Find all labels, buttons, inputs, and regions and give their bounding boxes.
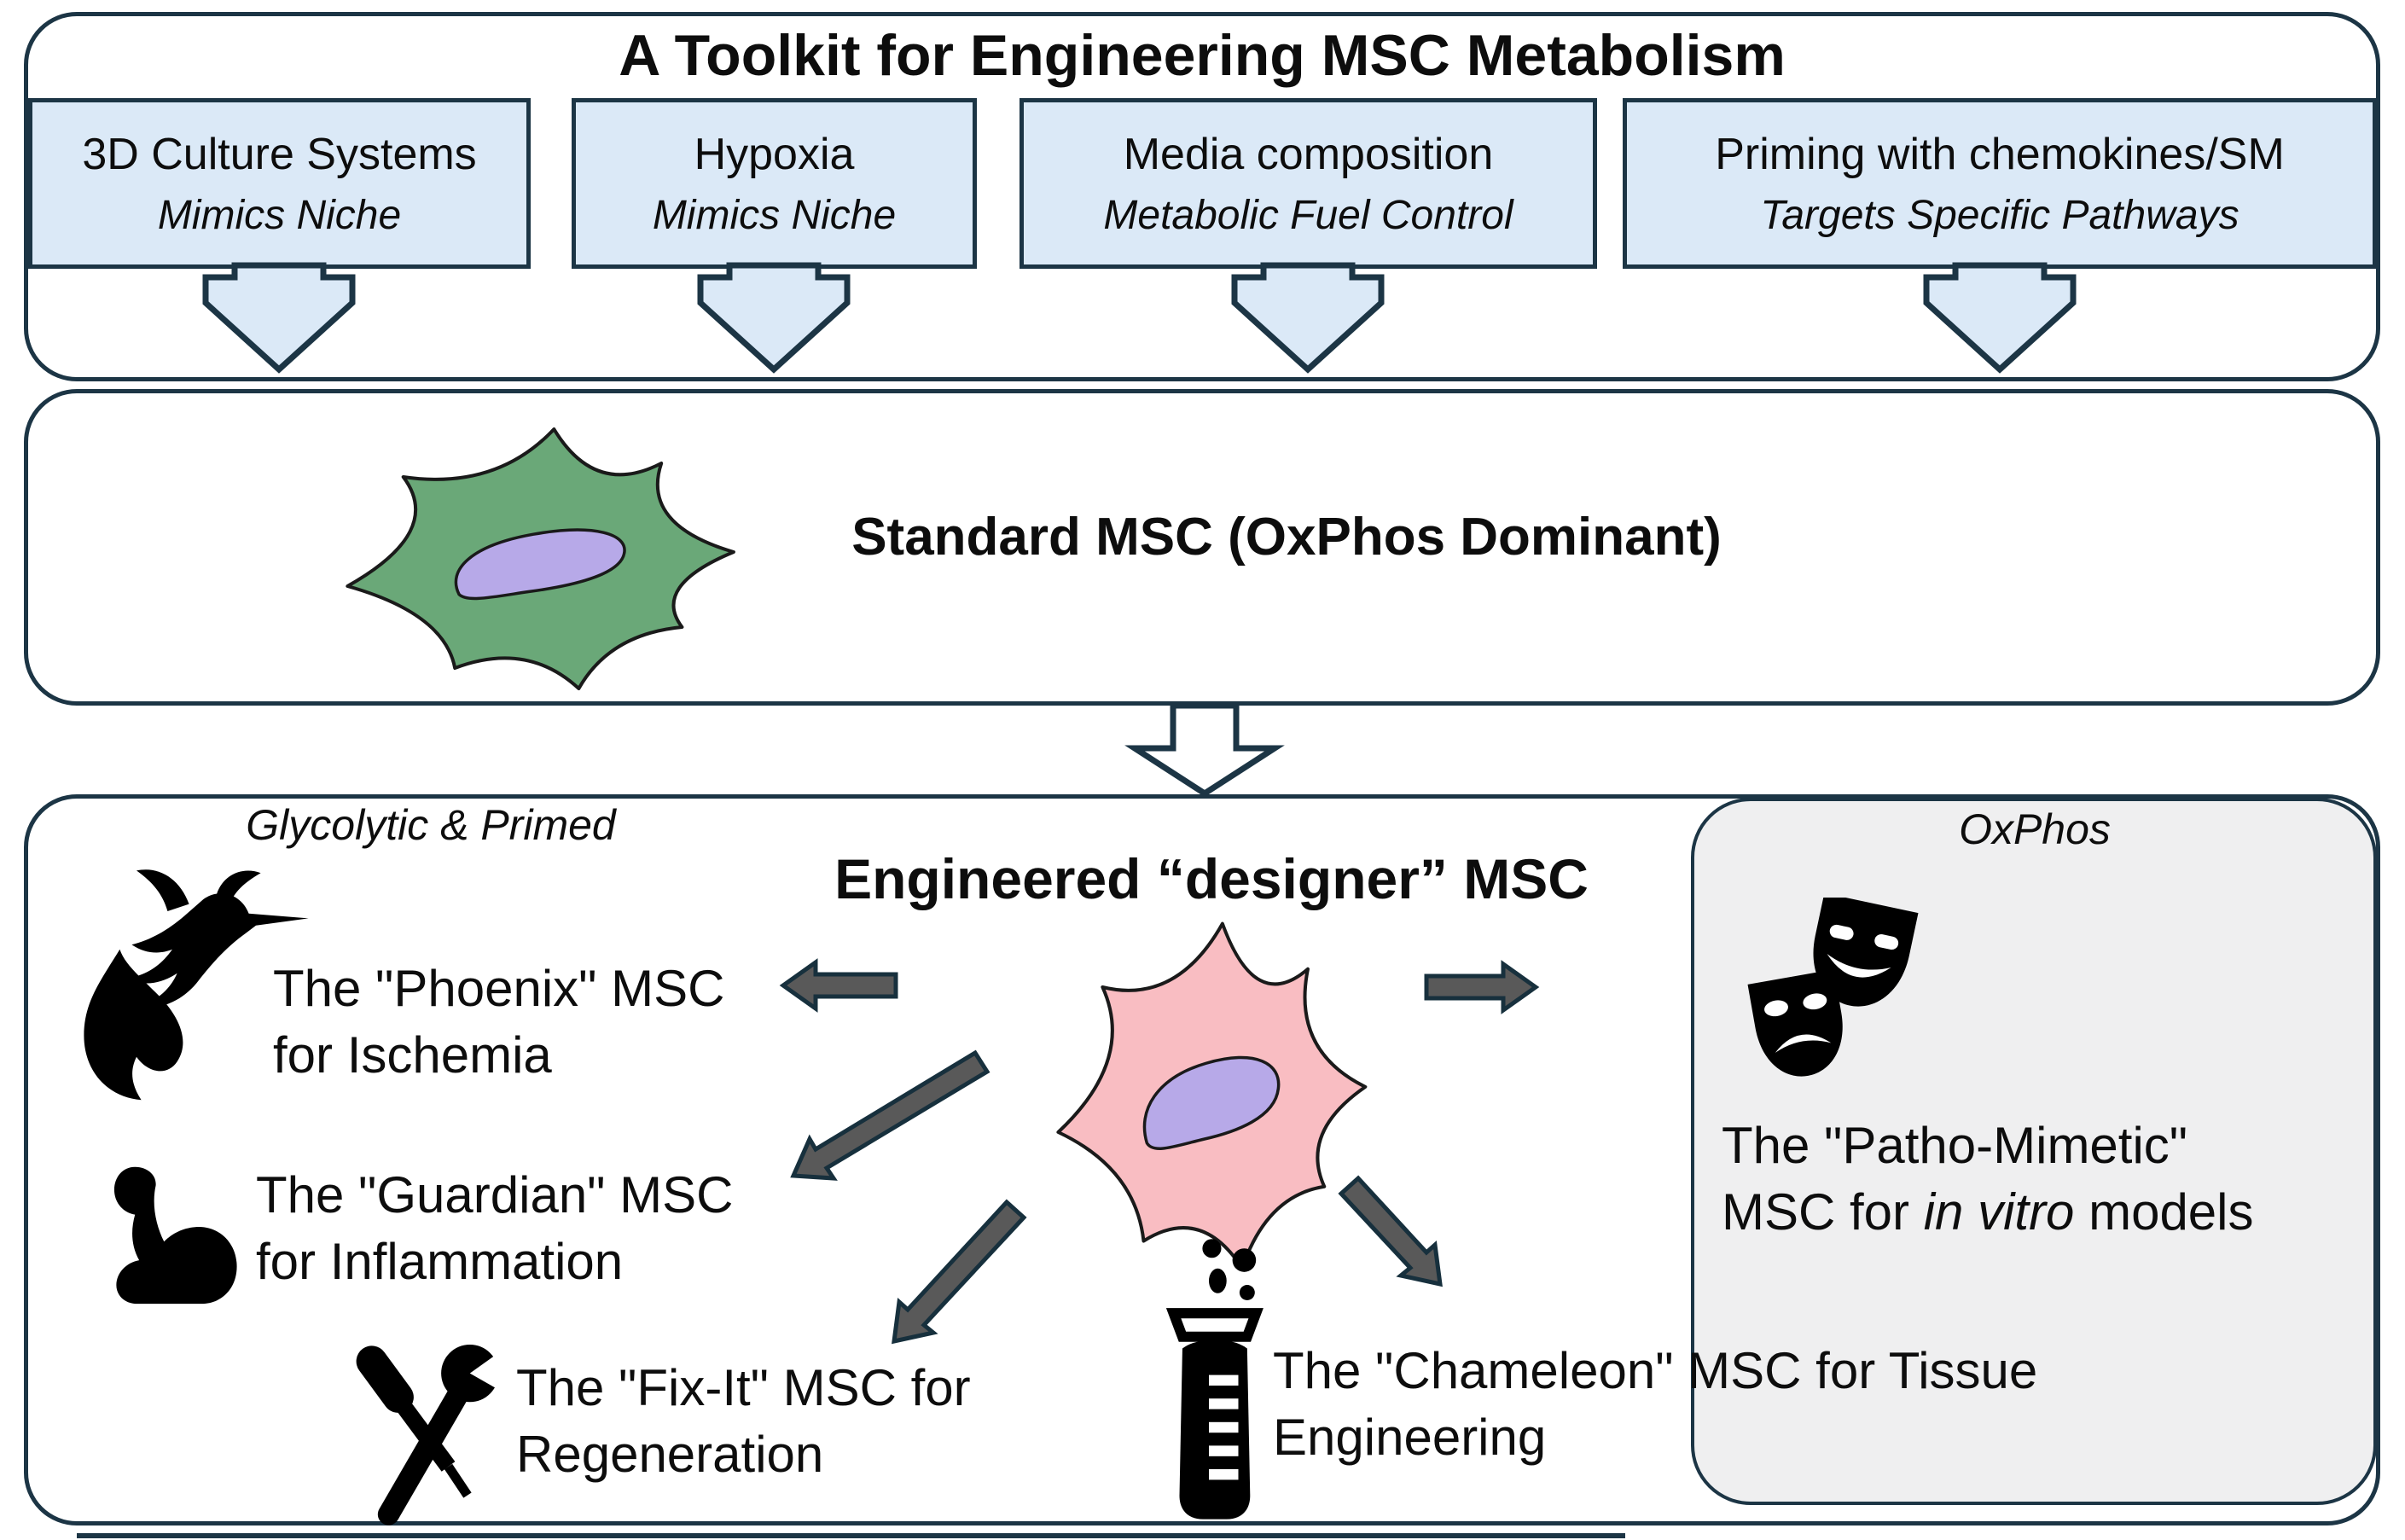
green-msc-cell-icon	[331, 422, 744, 695]
toolbox-name: Media composition	[1123, 129, 1494, 179]
phoenix-outcome	[273, 956, 724, 1089]
tragedy-mask-icon	[1748, 969, 1851, 1084]
toolbox-subtitle: Mimics Niche	[157, 192, 402, 238]
outcome-line2	[1722, 1179, 2254, 1246]
crossed-tools-icon	[346, 1340, 503, 1531]
fixit-outcome	[516, 1355, 971, 1488]
outcome-line2-italic: in vitro	[1923, 1183, 2075, 1241]
outcome-line1: The "Patho-Mimetic"	[1722, 1117, 2188, 1174]
toolbox-media-composition	[1020, 98, 1597, 269]
toolbox-priming	[1623, 98, 2377, 269]
theater-masks-icon	[1739, 898, 1931, 1085]
outcome-line2-prefix: MSC for	[1722, 1183, 1924, 1241]
beaker-icon	[1150, 1234, 1268, 1528]
oxphos-heading: OxPhos	[1959, 805, 2111, 853]
outcome-line1: The "Chameleon" MSC for Tissue	[1273, 1342, 2038, 1399]
outcome-line1: The "Phoenix" MSC	[273, 960, 725, 1017]
glycolytic-heading: Glycolytic & Primed	[246, 801, 616, 849]
designer-msc-heading: Engineered “designer” MSC	[834, 847, 1589, 910]
toolbox-name: Hypoxia	[694, 129, 855, 179]
outcome-line2: for Inflammation	[256, 1233, 624, 1290]
toolbox-subtitle: Targets Specific Pathways	[1760, 192, 2239, 238]
outcome-line2-suffix: models	[2074, 1183, 2254, 1241]
connector-down-arrow-icon	[1135, 706, 1275, 793]
toolbox-subtitle: Mimics Niche	[652, 192, 897, 238]
bottom-edge-line	[77, 1533, 1625, 1538]
outcome-line1: The "Guardian" MSC	[256, 1166, 734, 1223]
chameleon-outcome	[1273, 1338, 2037, 1471]
flexed-biceps-icon	[104, 1159, 241, 1308]
toolkit-title: A Toolkit for Engineering MSC Metabolism	[619, 23, 1786, 88]
pink-msc-cell-icon	[1045, 915, 1374, 1277]
outcome-line1: The "Fix-It" MSC for	[516, 1359, 971, 1416]
toolbox-hypoxia	[572, 98, 977, 269]
pathomimetic-outcome	[1722, 1113, 2254, 1246]
standard-msc-label: Standard MSC (OxPhos Dominant)	[851, 508, 1722, 567]
toolbox-subtitle: Metabolic Fuel Control	[1103, 192, 1513, 238]
toolbox-name: Priming with chemokines/SM	[1715, 129, 2285, 179]
outcome-line2: Engineering	[1273, 1409, 1547, 1466]
toolbox-3d-culture	[28, 98, 531, 269]
outcome-line2: for Ischemia	[273, 1026, 552, 1084]
outcome-line2: Regeneration	[516, 1426, 824, 1483]
toolbox-name: 3D Culture Systems	[82, 129, 477, 179]
guardian-outcome	[256, 1162, 733, 1295]
